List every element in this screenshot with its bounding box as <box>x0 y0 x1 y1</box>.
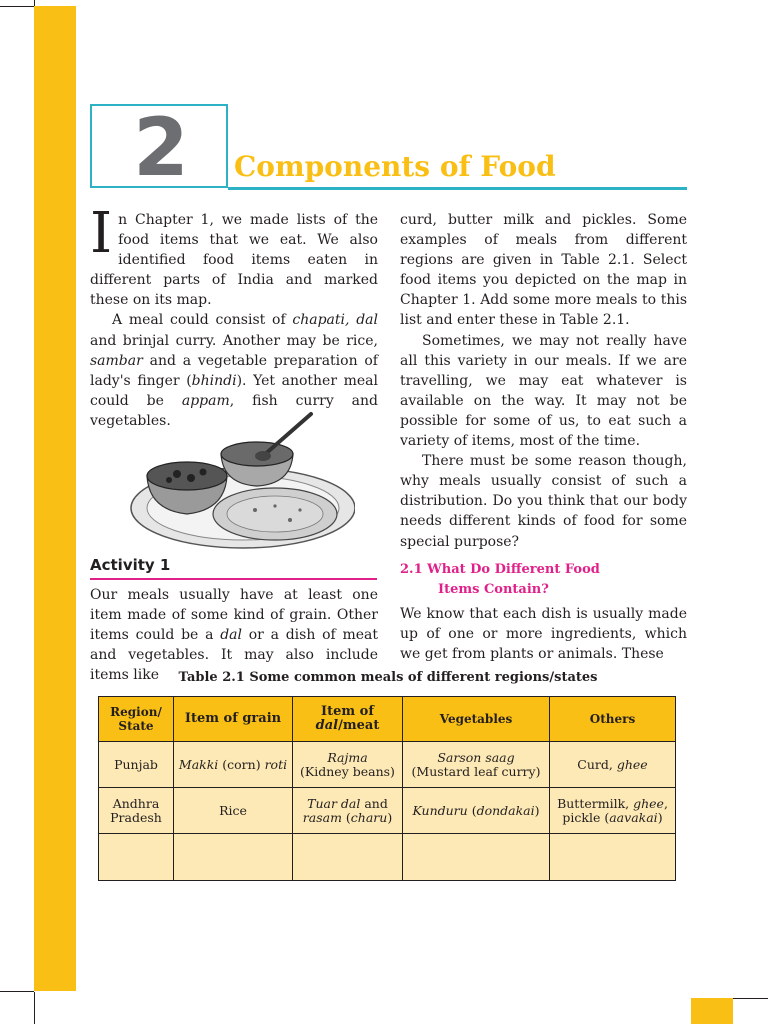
intro-paragraph: In Chapter 1, we made lists of the food items that we eat. We also identified food items eaten in different parts of India and marked these on its map. <box>90 201 378 309</box>
cell-region: Andhra Pradesh <box>99 788 174 834</box>
crop-mark <box>0 6 34 7</box>
cell-empty <box>174 834 293 881</box>
section-paragraph: We know that each dish is usually made up of one or more ingredients, which we get from plants or animals. These <box>400 606 687 663</box>
cell-empty <box>293 834 403 881</box>
right-paragraph-1: curd, butter milk and pickles. Some examples of meals from different regions are given in Table 2.1. Select food items you depicted on the map in Chapter 1. Add some more meals to this list and enter these in Table 2.1. <box>400 212 687 329</box>
section-heading <box>400 560 690 600</box>
header-vegetables: Vegetables <box>403 697 550 742</box>
cell-vegetables: Kunduru (dondakai) <box>403 788 550 834</box>
chapter-number: 2 <box>133 101 189 194</box>
right-paragraph-2: Sometimes, we may not really have all this variety in our meals. If we are travelling, we may eat whatever is available on the way. It may not be possible for some of us, to eat such a variety of items, most of the time. <box>400 332 687 450</box>
side-color-bar <box>34 6 76 991</box>
header-grain: Item of grain <box>174 697 293 742</box>
meal-plate-illustration <box>125 410 355 556</box>
meals-table <box>98 696 676 881</box>
cell-empty <box>99 834 174 881</box>
cell-empty <box>550 834 676 881</box>
activity-rule <box>90 578 377 580</box>
crop-mark <box>0 991 34 992</box>
section-heading-line1: 2.1 What Do Different Food <box>400 562 600 577</box>
title-rule <box>228 187 687 190</box>
table-row <box>99 788 676 834</box>
cell-dal-meat: Tuar dal and rasam (charu) <box>293 788 403 834</box>
section-heading-line2: Items Contain? <box>438 582 549 597</box>
cell-grain: Rice <box>174 788 293 834</box>
crop-mark <box>733 998 768 999</box>
cell-grain: Makki (corn) roti <box>174 742 293 788</box>
cell-others: Buttermilk, ghee, pickle (aavakai) <box>550 788 676 834</box>
table-row <box>99 742 676 788</box>
header-region: Region/ State <box>99 697 174 742</box>
section-text <box>400 604 687 664</box>
cell-region: Punjab <box>99 742 174 788</box>
activity-heading: Activity 1 <box>90 556 171 574</box>
activity-paragraph: Our meals usually have at least one item made of some kind of grain. Other items could be a dal or a dish of meat and vegetables. It may also include items like <box>90 587 378 684</box>
cell-empty <box>403 834 550 881</box>
chapter-number-box <box>90 101 228 194</box>
table-header-row <box>99 697 676 742</box>
page-corner-tab <box>691 998 733 1024</box>
cell-others: Curd, ghee <box>550 742 676 788</box>
meal-paragraph: A meal could consist of chapati, dal and brinjal curry. Another may be rice, sambar and a vegetable preparation of lady's finger (bhindi). Yet another meal could be appam, fish curry and vegetables. <box>90 312 379 429</box>
right-column <box>400 210 687 552</box>
chapter-title: Components of Food <box>234 150 556 183</box>
crop-mark <box>34 992 35 1024</box>
left-column <box>90 201 379 431</box>
cell-vegetables: Sarson saag (Mustard leaf curry) <box>403 742 550 788</box>
table-caption: Table 2.1 Some common meals of different regions/states <box>178 670 598 685</box>
right-paragraph-3: There must be some reason though, why meals usually consist of such a distribution. Do you think that our body needs different kinds of food for some special purpose? <box>400 453 687 550</box>
cell-dal-meat: Rajma (Kidney beans) <box>293 742 403 788</box>
table-row-empty <box>99 834 676 881</box>
header-dal-meat: Item of dal/meat <box>293 697 403 742</box>
header-others: Others <box>550 697 676 742</box>
